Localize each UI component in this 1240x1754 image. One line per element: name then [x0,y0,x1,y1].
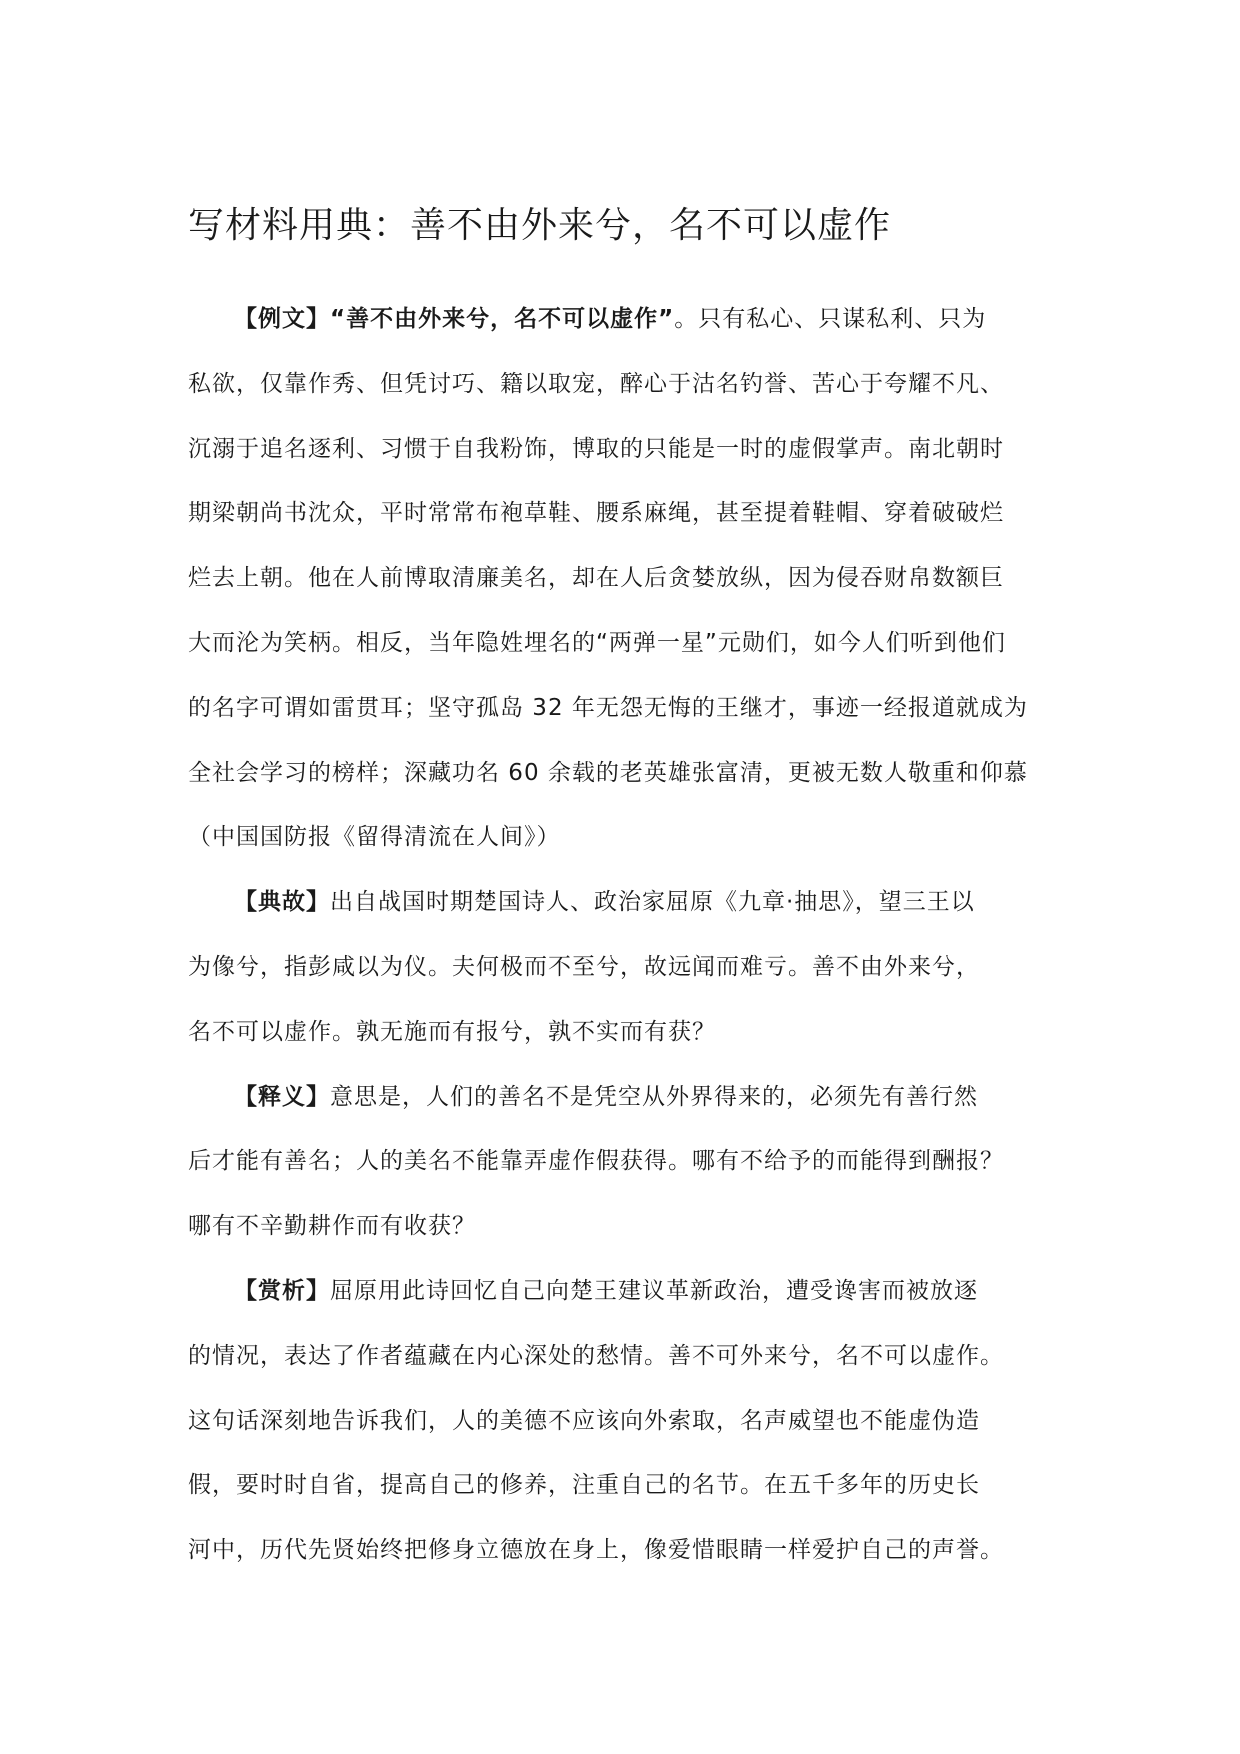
paragraph-text: 屈原用此诗回忆自己向楚王建议革新政治，遭受谗害而被放逐 [330,1277,978,1304]
paragraph-line: 哪有不辛勤耕作而有收获？ [188,1213,476,1240]
section-tag-example: 【例文】 [234,306,330,332]
paragraph-line: 河中，历代先贤始终把修身立德放在身上，像爱惜眼睛一样爱护自己的声誉。 [188,1537,1004,1564]
paragraph-line: 沉溺于追名逐利、习惯于自我粉饰，博取的只能是一时的虚假掌声。南北朝时 [188,435,1004,462]
document-title: 写材料用典：善不由外来兮，名不可以虚作 [188,205,892,246]
paragraph-line [188,287,1072,352]
paragraph-text: 出自战国时期楚国诗人、政治家屈原《九章·抽思》，望三王以 [330,889,975,916]
paragraph-line: 全社会学习的榜样；深藏功名 60 余载的老英雄张富清，更被无数人敬重和仰慕 [188,759,1028,786]
paragraph-line: 的名字可谓如雷贯耳；坚守孤岛 32 年无怨无悔的王继才，事迹一经报道就成为 [188,694,1028,721]
paragraph-line: 私欲，仅靠作秀、但凭讨巧、籍以取宠，醉心于沽名钓誉、苦心于夸耀不凡、 [188,370,1004,397]
paragraph-line [188,1065,1072,1130]
paragraph-line [188,1259,1072,1324]
paragraph-text: 意思是，人们的善名不是凭空从外界得来的，必须先有善行然 [330,1083,978,1110]
paragraph-appreciation [188,1259,1072,1583]
source-citation: （中国国防报《留得清流在人间》） [188,824,561,851]
paragraph-meaning [188,1065,1072,1259]
paragraph-example [188,287,1072,870]
document-body [188,287,1072,1583]
paragraph-line: 为像兮，指彭咸以为仪。夫何极而不至兮，故远闻而难亏。善不由外来兮， [188,953,980,980]
paragraph-line: 假，要时时自省，提高自己的修养，注重自己的名节。在五千多年的历史长 [188,1472,980,1499]
paragraph-line: 大而沦为笑柄。相反，当年隐姓埋名的“两弹一星”元勋们，如今人们听到他们 [188,629,1006,656]
paragraph-line: 期梁朝尚书沈众，平时常常布袍草鞋、腰系麻绳，甚至提着鞋帽、穿着破破烂 [188,500,1004,527]
paragraph-line: 的情况，表达了作者蕴藏在内心深处的愁情。善不可外来兮，名不可以虚作。 [188,1342,1004,1369]
paragraph-line: 这句话深刻地告诉我们，人的美德不应该向外索取，名声威望也不能虚伪造 [188,1407,980,1434]
paragraph-line: 名不可以虚作。孰无施而有报兮，孰不实而有获？ [188,1018,716,1045]
example-quote: “善不由外来兮，名不可以虚作” [330,306,675,332]
section-tag-meaning: 【释义】 [234,1083,330,1110]
paragraph-text: 。只有私心、只谋私利、只为 [674,306,987,332]
paragraph-line: 烂去上朝。他在人前博取清廉美名，却在人后贪婪放纵，因为侵吞财帛数额巨 [188,565,1004,592]
section-tag-appreciation: 【赏析】 [234,1277,330,1304]
paragraph-line [188,870,1072,935]
paragraph-line: 后才能有善名；人的美名不能靠弄虚作假获得。哪有不给予的而能得到酬报？ [188,1148,1004,1175]
paragraph-allusion [188,870,1072,1064]
section-tag-allusion: 【典故】 [234,889,330,916]
